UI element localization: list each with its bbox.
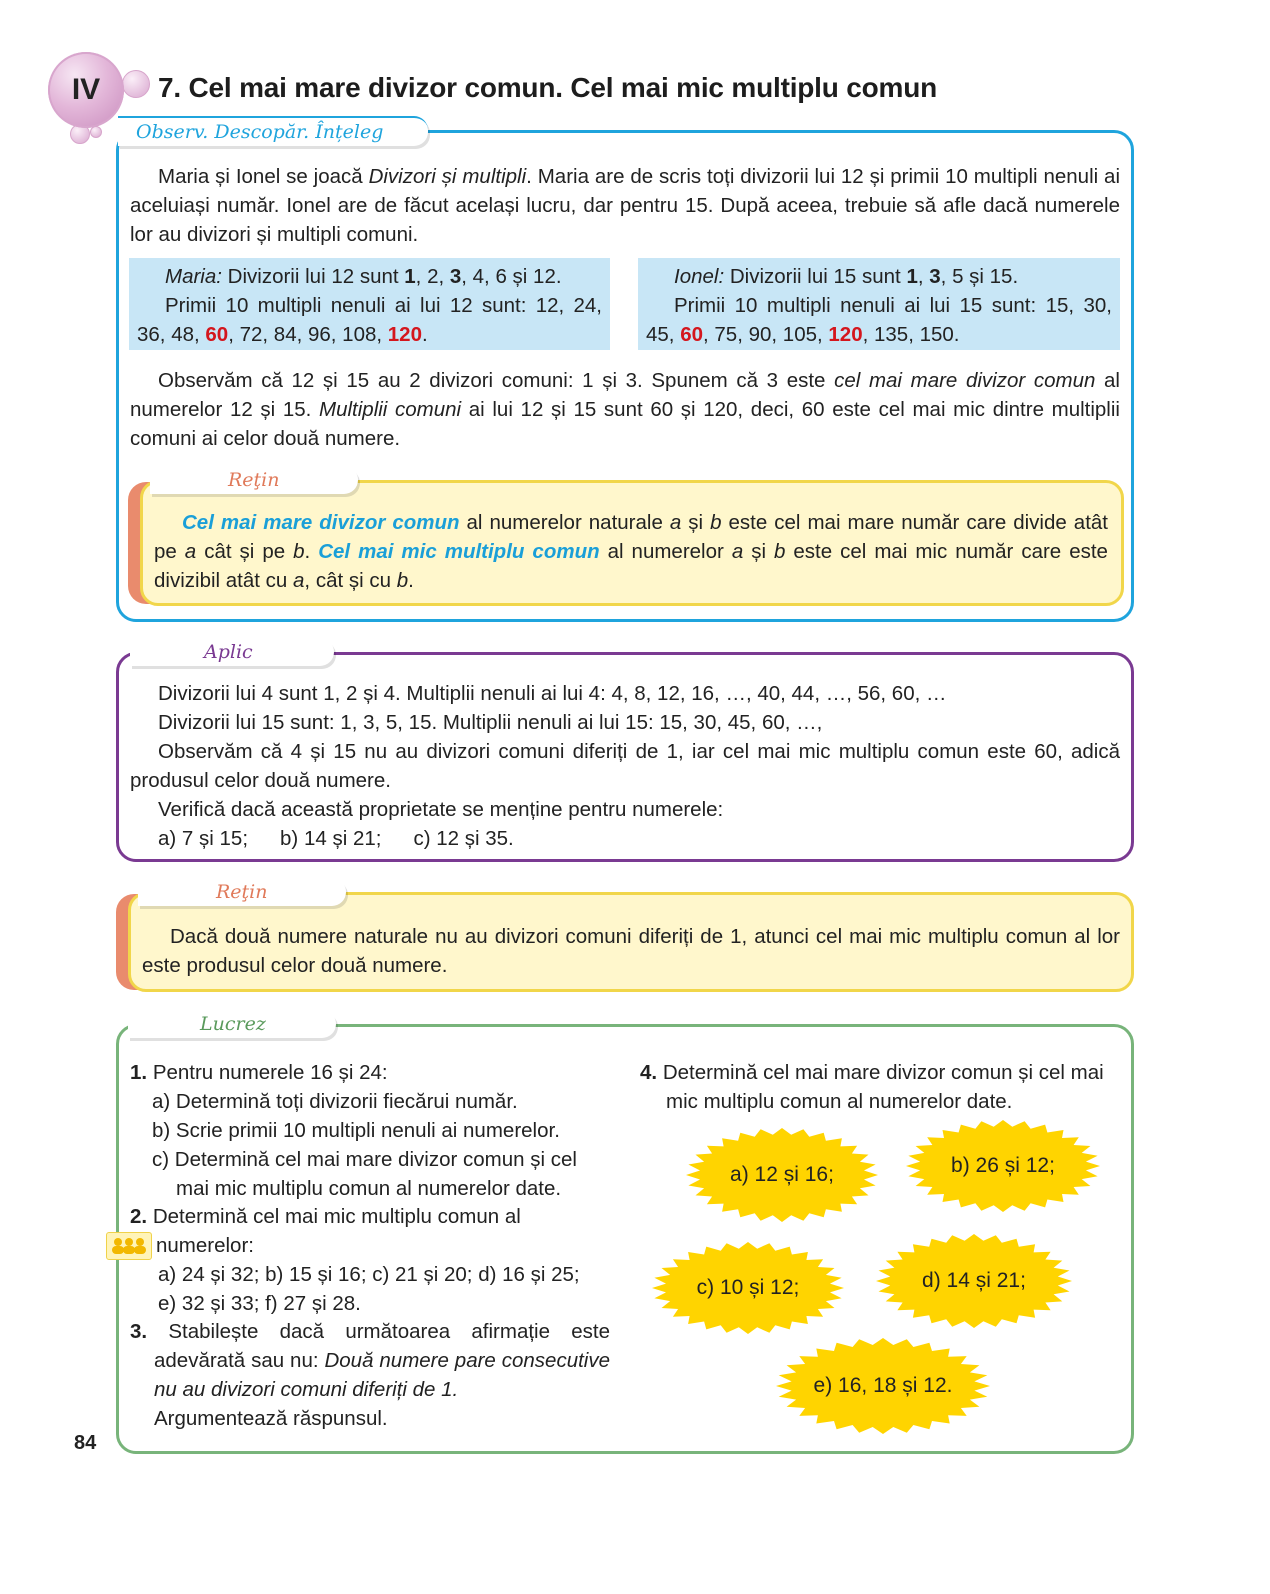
ionel-name: Ionel: (674, 265, 725, 288)
star-option-e: e) 16, 18 și 12. (776, 1338, 990, 1434)
lucrez-tab-label: Lucrez (200, 1013, 266, 1035)
aplic-option-b: b) 14 și 21; (280, 827, 382, 850)
star-option-d: d) 14 și 21; (876, 1234, 1072, 1328)
ionel-box: Ionel: Divizorii lui 15 sunt 1, 3, 5 și 15. Primii 10 multipli nenuli ai lui 15 sunt: 15, 30, 45, 60, 75, 90, 105, 120, 135, 150. (638, 258, 1120, 350)
exercise-1: 1. Pentru numerele 16 și 24: a) Determină toți divizorii fiecărui număr. b) Scrie primii 10 multipli nenuli ai numerelor. c) Determină cel mai mare divizor comun și cel mai mic multiplu comun al numerelor date. (130, 1061, 577, 1200)
unit-badge (48, 52, 124, 128)
star-option-a: a) 12 și 16; (686, 1128, 878, 1222)
maria-name: Maria: (165, 265, 222, 288)
aplic-option-c: c) 12 și 35. (413, 827, 514, 850)
aplic-tab-label: Aplic (204, 641, 253, 663)
lucrez-tab (128, 1010, 336, 1038)
maria-box: Maria: Divizorii lui 12 sunt 1, 2, 3, 4, 6 și 12. Primii 10 multipli nenuli ai lui 12 sunt: 12, 24, 36, 48, 60, 72, 84, 96, 108, 120. (129, 258, 610, 350)
aplic-option-a: a) 7 și 15; (158, 827, 249, 850)
observ-tab (118, 116, 428, 146)
exercise-2: 2. Determină cel mai mic multiplu comun al numerelor: a) 24 și 32; b) 15 și 16; c) 21 și 20; d) 16 și 25; e) 32 și 33; f) 27 și 28. (130, 1205, 580, 1315)
star-option-c: c) 10 și 12; (652, 1242, 844, 1334)
retin-tab-label: Reţin (228, 469, 280, 491)
observ-intro: Maria și Ionel se joacă Divizori și multipli. Maria are de scris toți divizorii lui 12 și primii 10 multipli nenuli ai aceluiași număr. Ionel are de făcut același lucru, dar pentru 15. După aceea, trebuie să afle dacă numerele lor au divizori și multipli comuni. (130, 165, 1121, 246)
aplic-tab (130, 638, 334, 666)
retin-tab (150, 466, 358, 494)
bubble-decoration (122, 70, 150, 98)
retin-definition-text: Cel mai mare divizor comun al numerelor naturale a și b este cel mai mare număr care divide atât pe a cât și pe b. Cel mai mic multiplu comun al numerelor a și b este cel mai mic număr care este divizibil atât cu a, cât și cu b. (154, 511, 1108, 592)
bubble-decoration (90, 126, 102, 138)
lesson-title: 7. Cel mai mare divizor comun. Cel mai mic multiplu comun (158, 72, 938, 103)
aplic-content: Divizorii lui 4 sunt 1, 2 și 4. Multiplii nenuli ai lui 4: 4, 8, 12, 16, …, 40, 44, …, 56, 60, … Divizorii lui 15 sunt: 1, 3, 5, 15. Multiplii nenuli ai lui 15: 15, 30, 45, 60, …, Observăm că 4 și 15 nu au divizori comuni diferiți de 1, iar cel mai mic multiplu comun este 60, adică produsul celor două numere. Verifică dacă această proprietate se menține pentru numerele: a) 7 și 15; b) 14 și 21; c) 12 și 35. (130, 682, 1120, 850)
retin2-tab (138, 878, 346, 906)
unit-number: IV (71, 73, 101, 106)
observ-tab-label: Observ. Descopăr. Înțeleg (136, 121, 384, 143)
retin2-tab-label: Reţin (216, 881, 268, 903)
retin-property-text: Dacă două numere naturale nu au divizori comuni diferiți de 1, atunci cel mai mic multiplu comun al lor este produsul celor două numere. (142, 925, 1120, 977)
exercise-4: 4. Determină cel mai mare divizor comun și cel mai mic multiplu comun al numerelor date. (640, 1061, 1104, 1113)
observ-conclusion: Observăm că 12 și 15 au 2 divizori comuni: 1 și 3. Spunem că 3 este cel mai mare divizor comun al numerelor 12 și 15. Multiplii comuni ai lui 12 și 15 sunt 60 și 120, deci, 60 este cel mai mic dintre multiplii comuni ai celor două numere. (130, 369, 1120, 450)
page-number: 84 (74, 1432, 97, 1454)
star-option-b: b) 26 și 12; (906, 1120, 1100, 1212)
exercise-3: 3. Stabilește dacă următoarea afirmație este adevărată sau nu: Două numere pare consecutive nu au divizori comuni diferiți de 1. Argumentează răspunsul. (130, 1320, 610, 1430)
